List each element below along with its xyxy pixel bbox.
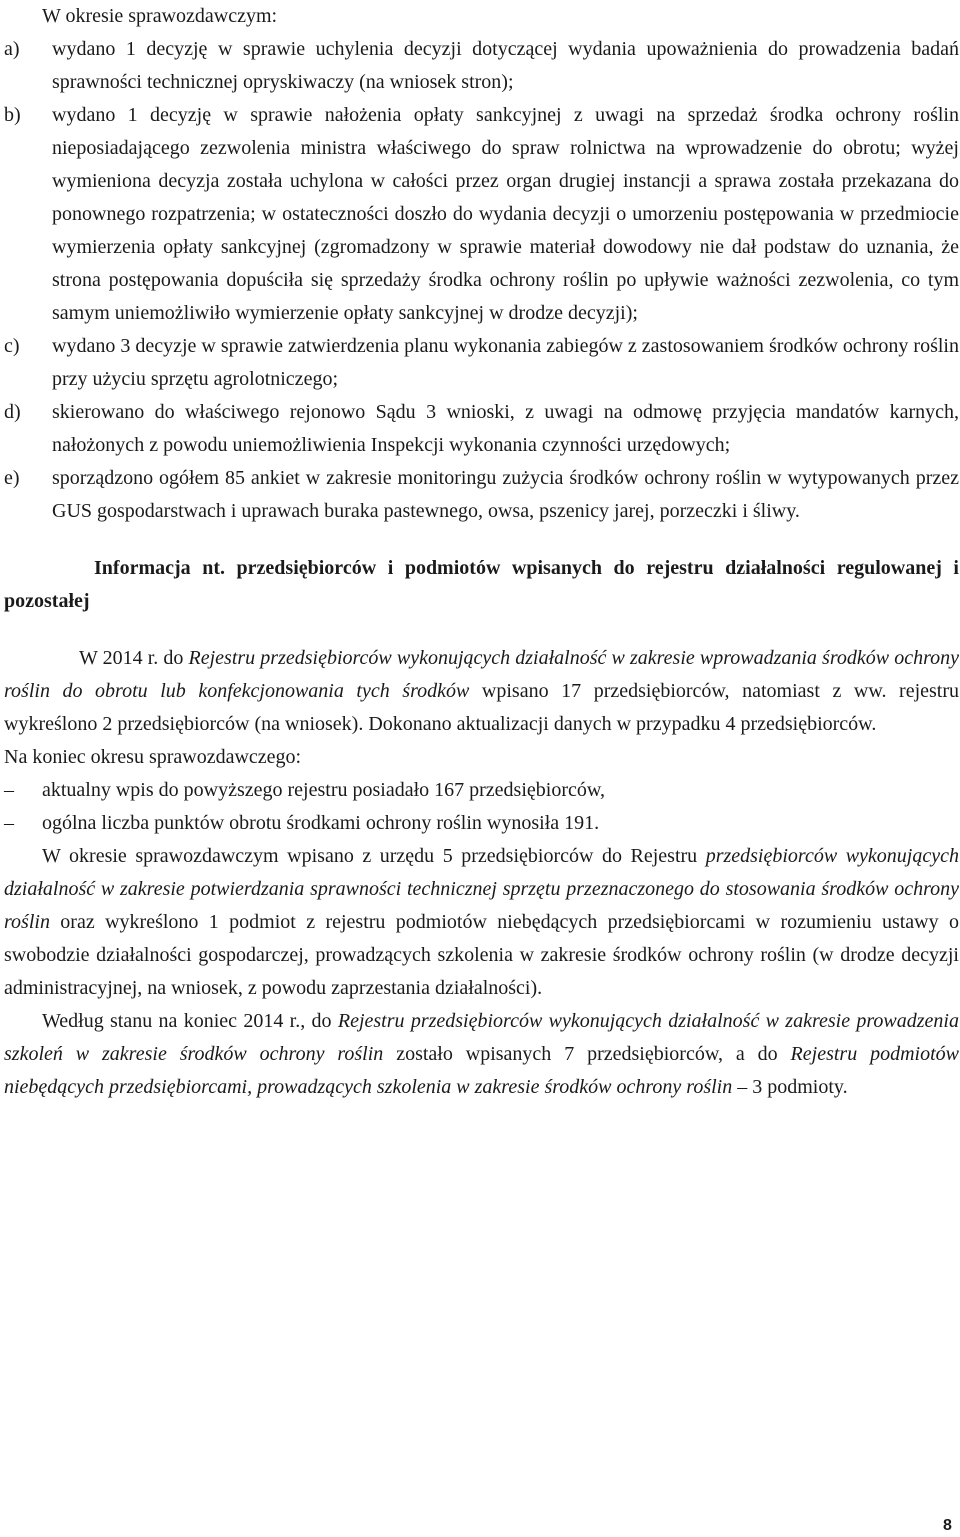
list-marker: d) (4, 401, 21, 423)
register-name: Rejestru podmiotów niebędących przedsiębiorcami, prowadzących szkolenia w zakresie środków ochrony roślin (4, 1043, 959, 1098)
paragraph-text: wpisano 17 przedsiębiorców, natomiast z ww. rejestru wykreślono 2 przedsiębiorców (na wniosek). Dokonano aktualizacji danych w przypadku 4 przedsiębiorców. (4, 680, 960, 735)
list-item-text: wydano 3 decyzje w sprawie zatwierdzenia planu wykonania zabiegów z zastosowaniem środków ochrony roślin przy użyciu sprzętu agrolotniczego; (52, 335, 959, 390)
list-item-a (4, 33, 959, 99)
paragraph-text: oraz wykreślono 1 podmiot z rejestru podmiotów niebędących przedsiębiorcami w rozumieniu ustawy o swobodzie działalności gospodarczej, prowadzących szkolenia w zakresie środków ochrony roślin (w drodze decyzji administracyjnej, na wniosek, z powodu zaprzestania działalności). (4, 911, 959, 999)
intro-text: W okresie sprawozdawczym: (42, 5, 278, 27)
paragraph-training-registers (4, 1005, 959, 1104)
register-name: Rejestru przedsiębiorców wykonujących działalność w zakresie wprowadzania środków ochrony roślin do obrotu lub konfekcjonowania tych środków (4, 647, 959, 702)
paragraph-period-end: Na koniec okresu sprawozdawczego: (4, 746, 302, 768)
page-number: 8 (943, 1517, 952, 1534)
list-item-text: sporządzono ogółem 85 ankiet w zakresie monitoringu zużycia środków ochrony roślin w wytypowanych przez GUS gospodarstwach i uprawach buraka pastewnego, owsa, pszenicy jarej, porzeczki i śliwy. (52, 467, 959, 522)
paragraph-text: – 3 podmioty. (732, 1076, 848, 1098)
list-item-c (4, 330, 959, 396)
list-item-d (4, 396, 959, 462)
dash-item-text: ogólna liczba punktów obrotu środkami ochrony roślin wynosiła 191. (42, 812, 600, 834)
list-marker: c) (4, 335, 20, 357)
list-item-text: skierowano do właściwego rejonowo Sądu 3 wnioski, z uwagi na odmowę przyjęcia mandatów karnych, nałożonych z powodu uniemożliwienia Inspekcji wykonania czynności urzędowych; (52, 401, 959, 456)
dash-marker: – (4, 779, 14, 801)
list-item-text: wydano 1 decyzję w sprawie uchylenia decyzji dotyczącej wydania upoważnienia do prowadzenia badań sprawności technicznej opryskiwaczy (na wniosek stron); (52, 38, 959, 93)
section-heading: Informacja nt. przedsiębiorców i podmiotów wpisanych do rejestru działalności regulowanej i pozostałej (4, 557, 959, 612)
paragraph-text: Według stanu na koniec 2014 r., do (42, 1010, 338, 1032)
list-marker: b) (4, 104, 21, 126)
paragraph-text: W 2014 r. do (79, 647, 189, 669)
list-item-text: wydano 1 decyzję w sprawie nałożenia opłaty sankcyjnej z uwagi na sprzedaż środka ochrony roślin nieposiadającego zezwolenia ministra właściwego do spraw rolnictwa na wprowadzenie do obrotu; wyżej wymieniona decyzja została uchylona w całości przez organ drugiej instancji a sprawa została przekazana do ponownego rozpatrzenia; w ostateczności doszło do wydania decyzji o umorzeniu postępowania w przedmiocie wymierzenia opłaty sankcyjnej (zgromadzony w sprawie materiał dowodowy nie dał podstaw do uznania, że strona postępowania dopuściła się sprzedaży środka ochrony roślin po upływie ważności zezwolenia, co tym samym uniemożliwiło wymierzenie opłaty sankcyjnej w drodze decyzji); (52, 104, 959, 324)
paragraph-register-entries (4, 642, 959, 741)
list-marker: e) (4, 467, 20, 489)
paragraph-text: W okresie sprawozdawczym wpisano z urzędu 5 przedsiębiorców do Rejestru (42, 845, 706, 867)
document-page (4, 0, 959, 1104)
spacer (4, 618, 959, 642)
dash-item-2 (4, 807, 959, 840)
list-item-b (4, 99, 959, 330)
list-item-e (4, 462, 959, 528)
list-marker: a) (4, 38, 20, 60)
register-name: przedsiębiorców wykonujących działalność w zakresie potwierdzania sprawności technicznej sprzętu przeznaczonego do stosowania środków ochrony roślin (4, 845, 959, 933)
dash-item-text: aktualny wpis do powyższego rejestru posiadało 167 przedsiębiorców, (42, 779, 605, 801)
dash-marker: – (4, 812, 14, 834)
register-name: Rejestru przedsiębiorców wykonujących działalność w zakresie prowadzenia szkoleń w zakresie środków ochrony roślin (4, 1010, 959, 1065)
dash-item-1 (4, 774, 959, 807)
paragraph-text: zostało wpisanych 7 przedsiębiorców, a do (383, 1043, 791, 1065)
paragraph-ex-officio (4, 840, 959, 1005)
